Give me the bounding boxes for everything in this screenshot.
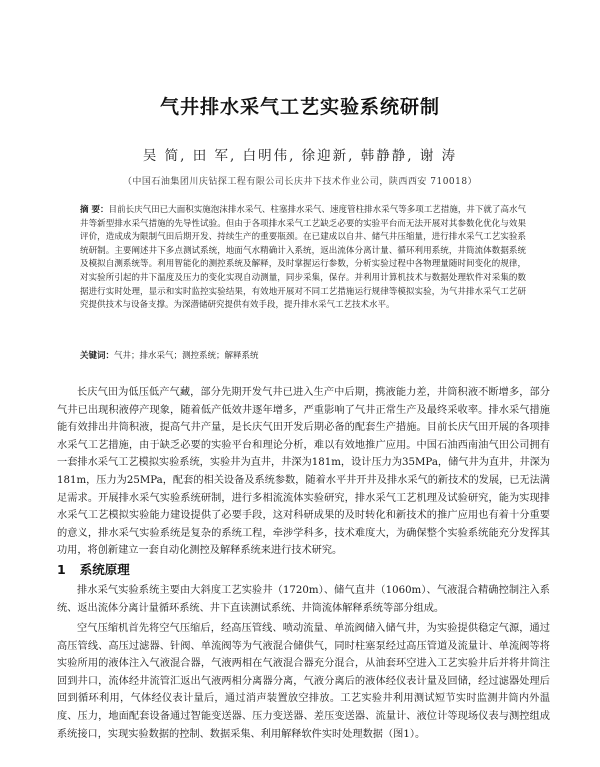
abstract	[80, 204, 526, 313]
abstract-text: 目前长庆气田已大面积实施泡沫排水采气、柱塞排水采气、速度管柱排水采气等多项工艺措施，井下就了高水气井等新型排水采气措施的先导性试验。但由于各项排水采气工艺缺乏必要的实验平台而无法开展对其参数化优化与效果评价，造成成为限制气田后期开发、持续生产的重要瓶颈。在已建成以自井、储气井压缩量，进行排水采气工艺实验系统研制。主要阐述井下多点测试系统，地面气水精确计入系统，返出流体分离计量、循环利用系统，井筒流体数据系统及模拟自测系统等。利用智能化的测控系统及解释，及时掌握运行参数，分析实验过程中各物理量随时间变化的规律，对实验所引起的井下温度及压力的变化实现自动测量，同步采集，保存。并利用计算机技术与数据处理软件对采集的数据进行实时处理，显示和实时监控实验结果，有效地开展对不同工艺措施运行规律等模拟实验，为气井排水采气工艺研究提供技术与设备支撑。	[80, 205, 526, 311]
keywords	[80, 350, 526, 363]
keywords-text: 气井；排水采气；测控系统；解释系统	[114, 351, 259, 361]
paper-title: 气井排水采气工艺实验系统研制	[159, 96, 440, 118]
section-number: 1	[57, 562, 66, 577]
section-title: 系统原理	[79, 562, 130, 577]
section-paragraph-1: 排水采气实验系统主要由大斜度工艺实验井（1720m）、储气直井（1060m）、气液混合精确控制注入系统、返出流体分离计量循环系统、井下直读测试系统、井筒流体解释系统等部分组成。	[57, 585, 550, 614]
author-list: 吴 简, 田 军, 白明伟, 徐迎新, 韩静静, 谢 涛	[142, 148, 458, 164]
keywords-label: 关键词：	[80, 351, 115, 361]
abstract-label: 摘 要：	[80, 205, 109, 215]
section-heading	[57, 560, 357, 578]
abstract-tail: 为深潜储研究提供有效手段，提升排水采气工艺技术水平。	[173, 300, 395, 311]
section-paragraph-2: 空气压缩机首先将空气压缩后，经高压管线、喷动流量、单流阀储入储气井，为实验提供稳定气源，通过高压管线、高压过滤器、针阀、单流阀等为气液混合储供气，同时柱塞泵经过高压管道及流量计、单流阀等将实验所用的液体注入气液混合器，气液两相在气液混合器充分混合，从油套环空进入工艺实验井后并将井筒注回到井口，流体经井流管汇返出气液两相分离器分离，气液分离后的液体经仪表计量及回储，经过滤器处理后回到循环利用，气体经仪表计量后，通过消声装置放空排放。工艺实验井利用测试短节实时监测井筒内外温度、压力，地面配套设备通过智能变送器、压力变送器、差压变送器、流量计、液位计等现场仪表与测控组成系统接口，实现实验数据的控制、数据采集、利用解释软件实时处理数据（图1）。	[57, 623, 550, 740]
author-affiliation: （中国石油集团川庆钻探工程有限公司长庆井下技术作业公司，陕西西安 710018）	[122, 177, 478, 187]
introduction-paragraph: 长庆气田为低压低产气藏，部分先期开发气井已进入生产中后期，携液能力差，井筒积液不断增多，部分气井已出现积液停产现象，随着低产低效井逐年增多，严重影响了气井正常生产及最终采收率。排水采气措施能有效排出井筒积液，提高气井产量，是长庆气田开发后期必备的配套生产措施。目前长庆气田开展的各项排水采气工艺措施，由于缺乏必要的实验平台和理论分析，难以有效地推广应用。中国石油西南油气田公司拥有一套排水采气工艺模拟实验系统，实验井为直井，井深为181m，设计压力为35MPa，储气井为直井，井深为181m，压力为25MPa，配套的相关设备及系统参数，随着水平井开井及排水采气的新技术的发展，已无法满足需求。开展排水采气实验系统研制，进行多相流流体实验研究，排水采气工艺机理及试验研究，能为实现排水采气工艺模拟实验能力建设提供了必要手段，这对科研成果的及时转化和新技术的推广应用也有着十分重要的意义，排水采气实验系统是复杂的系统工程，牵涉学科多，技术难度大，为确保整个实验系统能充分发挥其功用，将创新建立一套自动化测控及解释系统来进行技术研究。	[57, 387, 550, 557]
